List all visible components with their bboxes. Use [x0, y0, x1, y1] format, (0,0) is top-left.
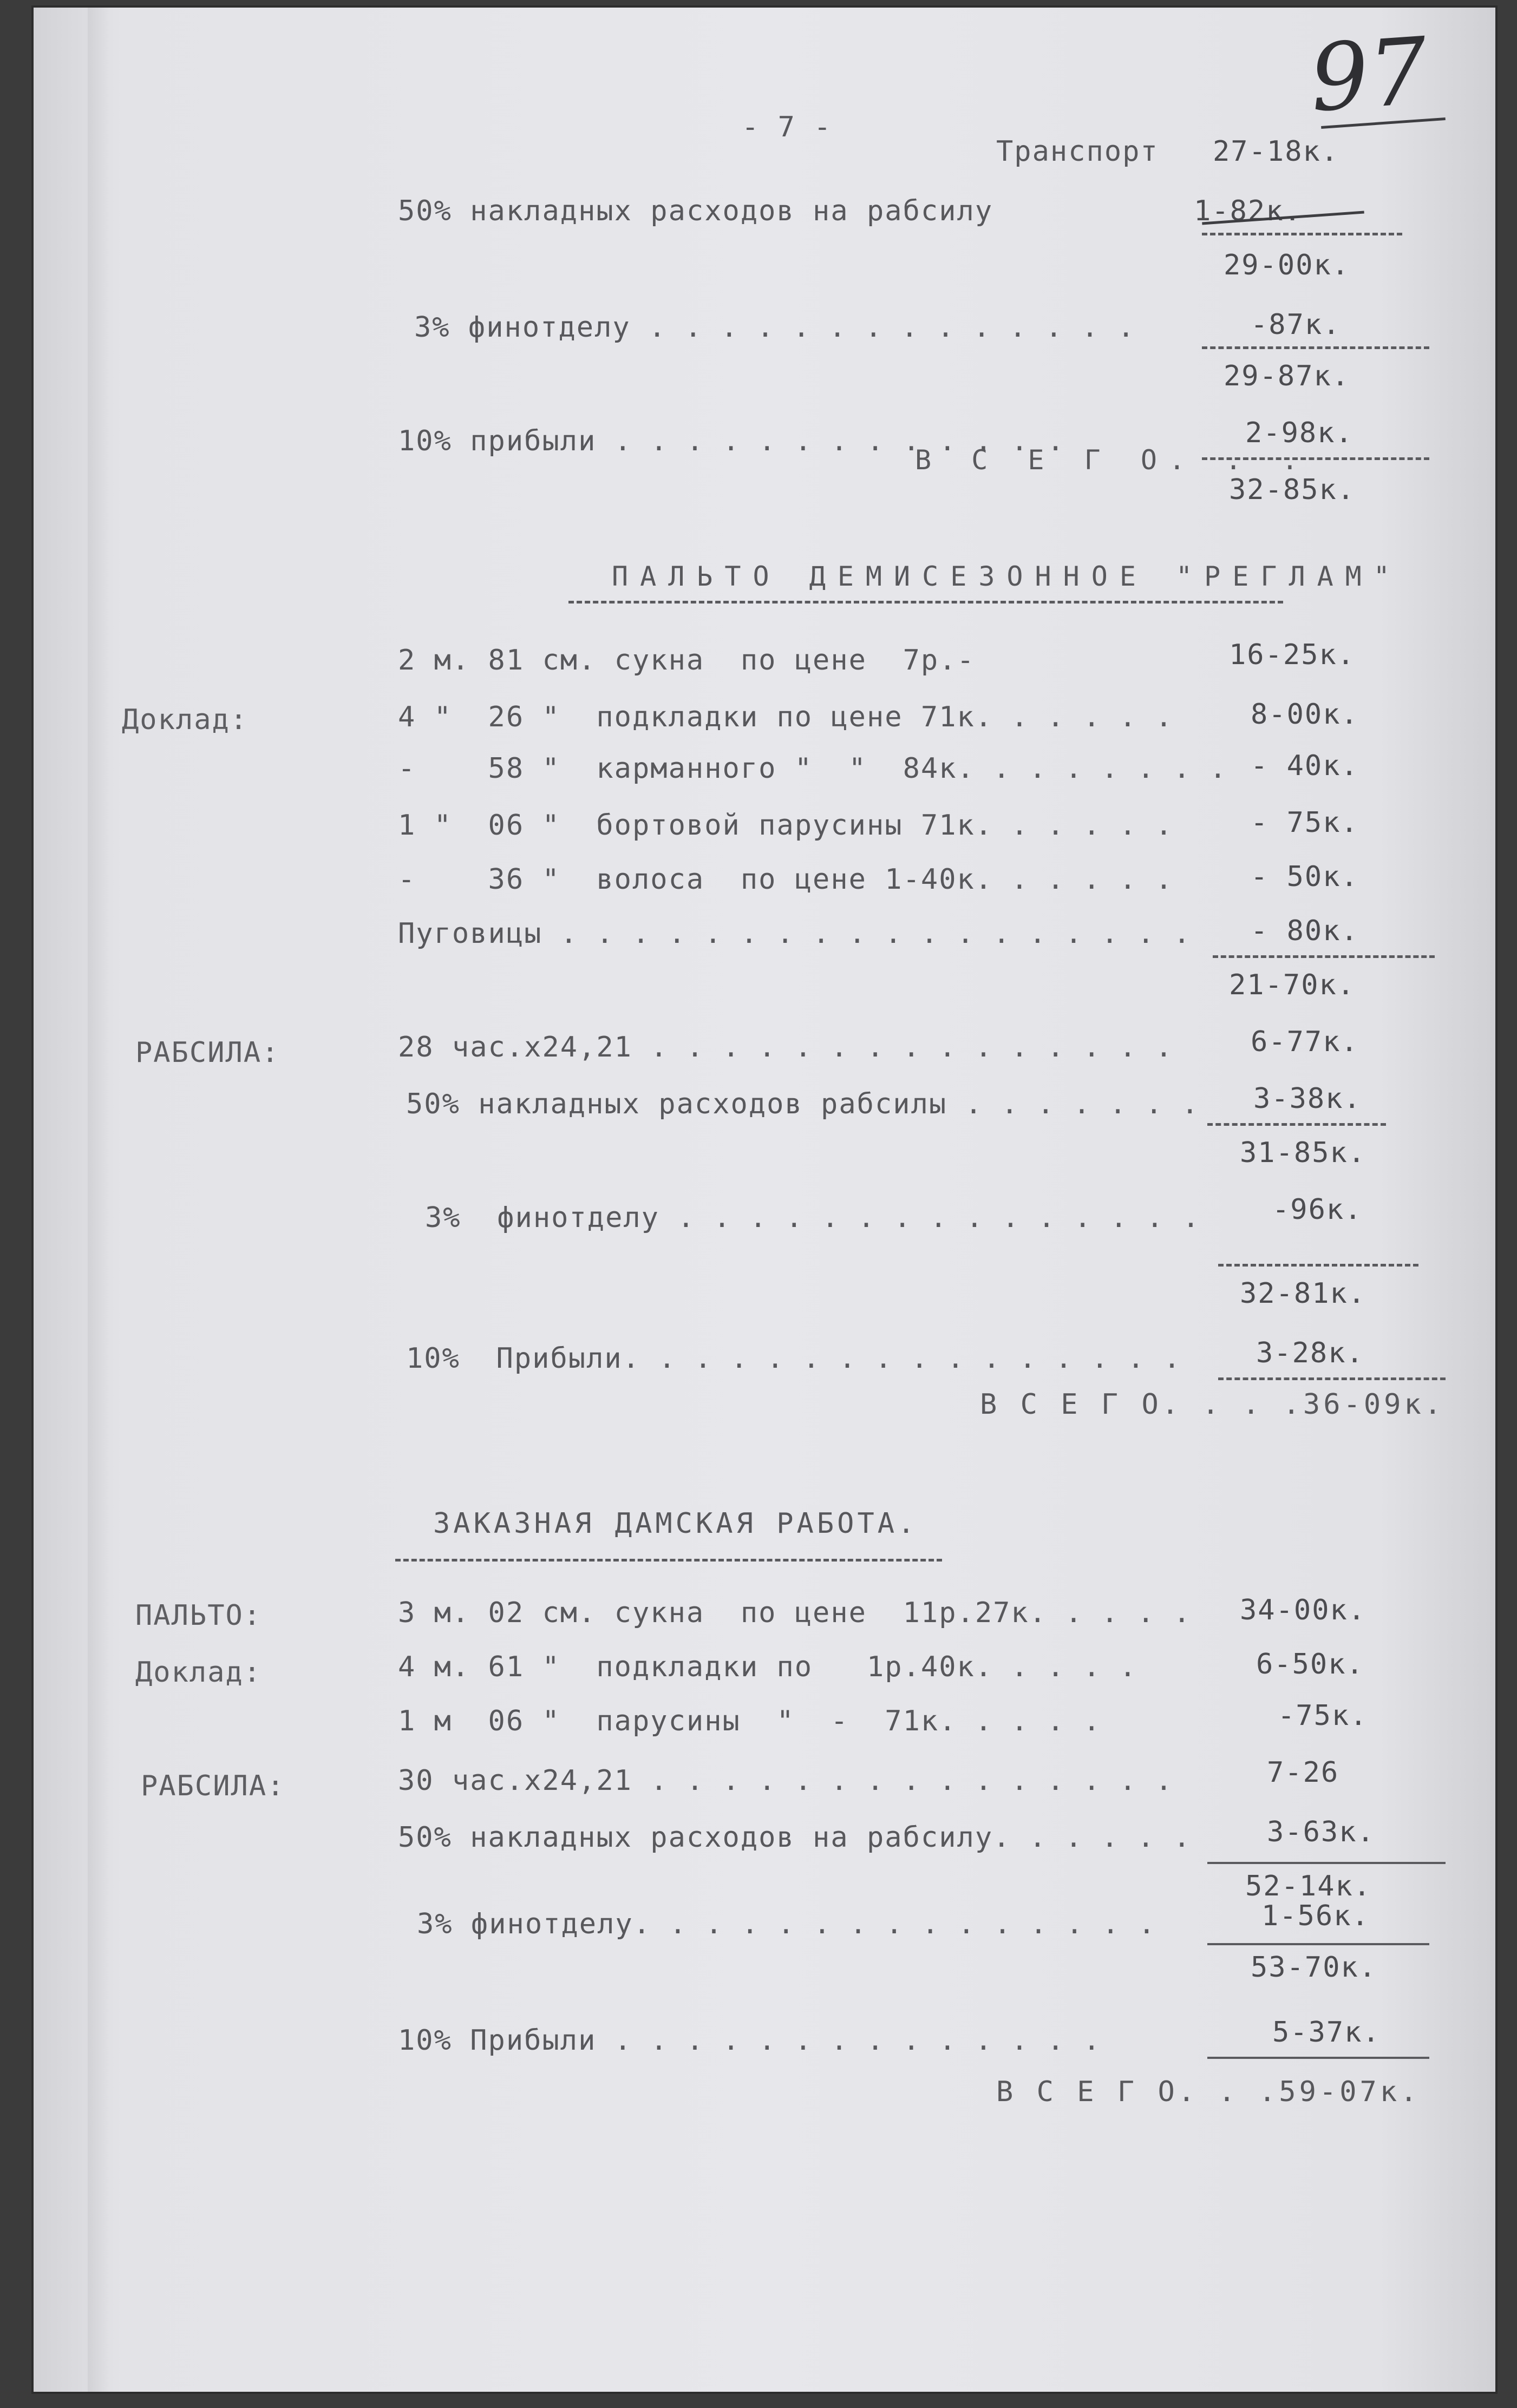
s2-overhead-value: 3-38к. — [1253, 1082, 1362, 1115]
s2-lining: 4 " 26 " подкладки по цене 71к. . . . . . — [398, 701, 1174, 733]
s2-rule-4 — [1218, 1377, 1446, 1380]
s2-labor-label: РАБСИЛА: — [135, 1036, 280, 1069]
s2-overhead: 50% накладных расходов рабсилы . . . . . . . — [406, 1088, 1200, 1120]
s3-cloth: 3 м. 02 см. сукна по цене 11р.27к. . . . . — [398, 1597, 1192, 1629]
s2-total: В С Е Г О. . . .36-09к. — [980, 1388, 1445, 1421]
s1-sub1: 29-00к. — [1224, 249, 1350, 281]
s3-total: В С Е Г О. . .59-07к. — [996, 2076, 1421, 2108]
s2-rule-1 — [1213, 955, 1435, 958]
s3-labor: 30 час.х24,21 . . . . . . . . . . . . . . . — [398, 1764, 1174, 1797]
s1-rule-1 — [1202, 233, 1402, 235]
s2-rule-2 — [1207, 1123, 1386, 1126]
s2-title: ПАЛЬТО ДЕМИСЕЗОННОЕ "РЕГЛАМ" — [612, 561, 1402, 592]
s3-fin: 3% финотделу. . . . . . . . . . . . . . . — [417, 1908, 1156, 1940]
s3-profit: 10% Прибыли . . . . . . . . . . . . . . — [398, 2024, 1101, 2057]
s3-rule-3 — [1207, 2057, 1429, 2059]
transport-value: 27-18к. — [1213, 135, 1339, 168]
s3-lining-value: 6-50к. — [1256, 1648, 1364, 1681]
folio-number: 97 — [1306, 17, 1431, 133]
s2-profit-value: 3-28к. — [1256, 1337, 1364, 1369]
s3-profit-value: 5-37к. — [1272, 2016, 1381, 2049]
s3-cloth-value: 34-00к. — [1240, 1594, 1366, 1626]
transport-label: Транспорт — [996, 135, 1159, 168]
s1-fin-value: -87к. — [1251, 309, 1341, 341]
s3-lining: 4 м. 61 " подкладки по 1р.40к. . . . . — [398, 1651, 1137, 1683]
s1-overhead-value: 1-82к. — [1194, 195, 1302, 227]
s1-profit-label: 10% прибыли . . . . . . . . . . . . . — [398, 425, 1065, 457]
s3-title-underline — [395, 1559, 942, 1561]
s3-sail: 1 м 06 " парусины " - 71к. . . . . — [398, 1705, 1101, 1737]
s2-profit: 10% Прибыли. . . . . . . . . . . . . . . . — [406, 1342, 1182, 1375]
s3-overhead: 50% накладных расходов на рабсилу. . . . . . — [398, 1821, 1192, 1854]
s1-fin-label: 3% финотделу . . . . . . . . . . . . . . — [414, 311, 1136, 344]
s3-labor-label: РАБСИЛА: — [141, 1770, 285, 1802]
s2-rule-3 — [1218, 1264, 1418, 1267]
s1-sub2: 29-87к. — [1224, 360, 1350, 392]
s2-pocket: - 58 " карманного " " 84к. . . . . . . . — [398, 752, 1228, 785]
s1-total-value: 32-85к. — [1229, 474, 1356, 506]
s2-labor: 28 час.х24,21 . . . . . . . . . . . . . . . — [398, 1031, 1174, 1064]
s3-sail-value: -75к. — [1278, 1700, 1368, 1732]
s3-labor-value: 7-26 — [1267, 1756, 1339, 1789]
s2-sail-value: - 75к. — [1251, 806, 1359, 839]
s3-sub2: 53-70к. — [1251, 1951, 1377, 1984]
s2-sub3: 32-81к. — [1240, 1277, 1366, 1310]
s2-cloth: 2 м. 81 см. сукна по цене 7р.- — [398, 644, 975, 677]
s1-profit-value: 2-98к. — [1245, 417, 1353, 449]
s3-lining-label: Доклад: — [135, 1656, 262, 1689]
s2-hair-value: - 50к. — [1251, 861, 1359, 893]
s2-title-underline — [568, 601, 1283, 603]
s2-fin-value: -96к. — [1272, 1193, 1363, 1226]
s2-sub2: 31-85к. — [1240, 1137, 1366, 1169]
s1-total-label: В С Е Г О. . . — [915, 444, 1310, 476]
s2-pocket-value: - 40к. — [1251, 750, 1359, 782]
s2-buttons-value: - 80к. — [1251, 915, 1359, 947]
s3-rule-2 — [1207, 1943, 1429, 1945]
s3-sub1: 52-14к. — [1245, 1870, 1372, 1902]
s3-coat-label: ПАЛЬТО: — [135, 1599, 262, 1632]
s2-lining-label: Доклад: — [122, 704, 249, 736]
s1-rule-3 — [1202, 457, 1429, 460]
s3-rule-1 — [1207, 1862, 1446, 1864]
s3-title: ЗАКАЗНАЯ ДАМСКАЯ РАБОТА. — [433, 1507, 918, 1540]
s2-fin: 3% финотделу . . . . . . . . . . . . . . . — [425, 1202, 1201, 1234]
s3-overhead-value: 3-63к. — [1267, 1816, 1375, 1848]
s2-sail: 1 " 06 " бортовой парусины 71к. . . . . . — [398, 809, 1174, 842]
s2-sub1: 21-70к. — [1229, 969, 1356, 1001]
s2-labor-value: 6-77к. — [1251, 1026, 1359, 1058]
page-fold-shadow — [88, 8, 109, 2392]
s2-buttons: Пуговицы . . . . . . . . . . . . . . . . . . — [398, 917, 1192, 950]
s1-overhead-label: 50% накладных расходов на рабсилу — [398, 195, 993, 227]
s2-lining-value: 8-00к. — [1251, 698, 1359, 731]
s2-cloth-value: 16-25к. — [1229, 639, 1356, 671]
page-number: - 7 - — [742, 111, 832, 143]
s2-hair: - 36 " волоса по цене 1-40к. . . . . . — [398, 863, 1174, 896]
s3-fin-value: 1-56к. — [1261, 1900, 1370, 1932]
s1-rule-2 — [1202, 346, 1429, 349]
